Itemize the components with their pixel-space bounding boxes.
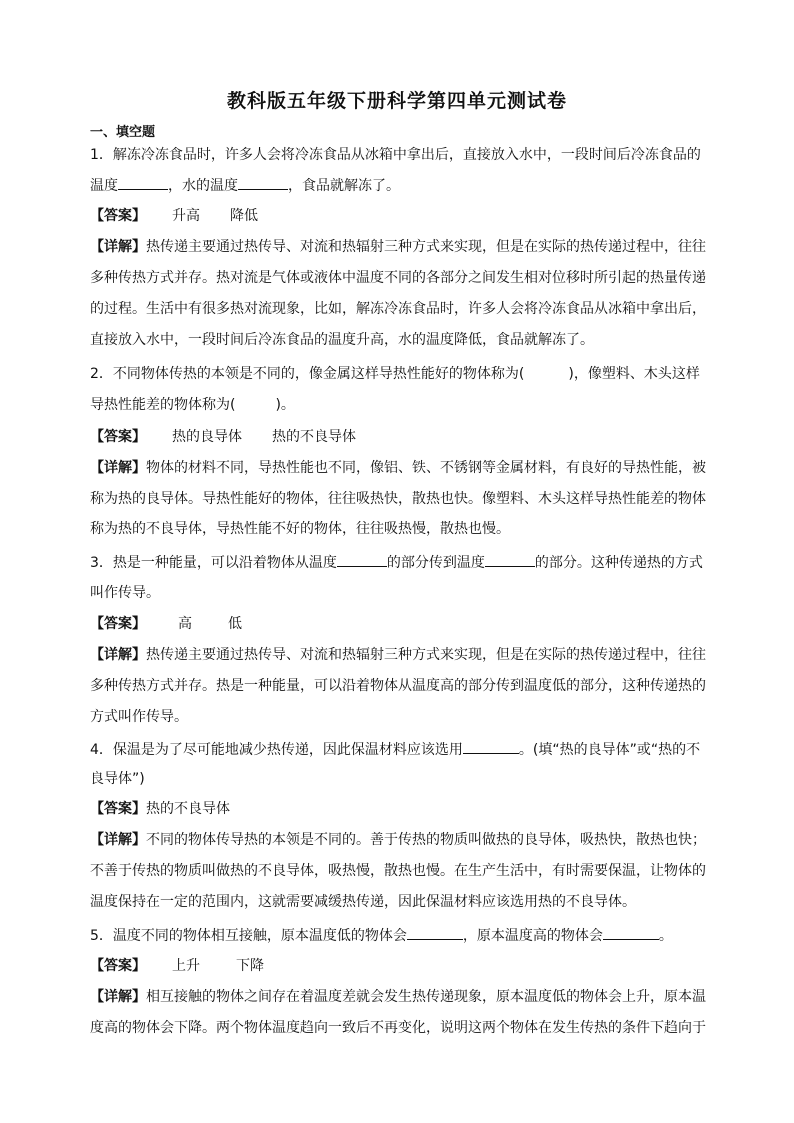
question-1-detail-line: 【详解】热传递主要通过热传导、对流和热辐射三种方式来实现，但是在实际的热传递过程中，往往: [90, 239, 706, 255]
question-4-line-1: 4．保温是为了尽可能地减少热传递，因此保温材料应该选用 。(填“热的良导体”或“热的不: [90, 739, 710, 760]
question-5-answer: [90, 956, 710, 976]
question-4-detail-line: 温度保持在一定的范围内，这就需要减缓热传递，因此保温材料应该选用热的不良导体。: [90, 894, 636, 910]
question-2-detail-line: 称为热的不良导体，导热性能不好的物体，往往吸热慢，散热也慢。: [90, 521, 510, 537]
answer-value: 高: [178, 616, 192, 632]
detail-tag: 【详解】: [90, 460, 146, 476]
question-3-answer: [90, 614, 710, 634]
answer-blank: [238, 175, 288, 190]
question-4-answer: [90, 799, 710, 819]
answer-value: 降低: [230, 208, 258, 224]
detail-tag: 【详解】: [90, 989, 146, 1005]
answer-blank: [407, 925, 463, 940]
answer-value: 下降: [236, 958, 264, 974]
question-5-detail-line: 【详解】相互接触的物体之间存在着温度差就会发生热传递现象，原本温度低的物体会上升，原本温: [90, 989, 706, 1005]
question-3-detail-line: 多种传热方式并存。热是一种能量，可以沿着物体从温度高的部分传到温度低的部分，这种传递热的: [90, 678, 706, 694]
answer-tag: 【答案】: [90, 429, 146, 445]
question-1-line-1: 1．解冻冷冻食品时，许多人会将冷冻食品从冰箱中拿出后，直接放入水中，一段时间后冷冻食品的: [90, 147, 701, 163]
answer-blank: [337, 552, 387, 567]
answer-tag: 【答案】: [90, 958, 146, 974]
question-3-detail-line: 方式叫作传导。: [90, 709, 188, 725]
answer-tag: 【答案】: [90, 801, 146, 817]
answer-blank: [603, 925, 659, 940]
detail-tag: 【详解】: [90, 832, 146, 848]
section-heading: 一、填空题: [90, 125, 156, 140]
question-5-line-1: 5．温度不同的物体相互接触，原本温度低的物体会 ，原本温度高的物体会 。: [90, 925, 710, 946]
question-3-detail-line: 【详解】热传递主要通过热传导、对流和热辐射三种方式来实现，但是在实际的热传递过程中，往往: [90, 647, 706, 663]
question-2-line-1: 2．不同物体传热的本领是不同的，像金属这样导热性能好的物体称为( )，像塑料、木头这样: [90, 366, 700, 382]
question-5-detail-line: 度高的物体会下降。两个物体温度趋向一致后不再变化，说明这两个物体在发生传热的条件下趋向于: [90, 1020, 706, 1036]
answer-tag: 【答案】: [90, 616, 146, 632]
detail-tag: 【详解】: [90, 239, 146, 255]
question-2-detail-line: 【详解】物体的材料不同，导热性能也不同，像铝、铁、不锈钢等金属材料，有良好的导热性能，被: [90, 460, 706, 476]
answer-blank: [485, 552, 535, 567]
answer-blank: [463, 739, 519, 754]
question-2-answer: [90, 427, 710, 447]
answer-value: 升高: [172, 208, 200, 224]
answer-value: 低: [228, 616, 242, 632]
question-3-line-1: 3．热是一种能量，可以沿着物体从温度 的部分传到温度 的部分。这种传递热的方式: [90, 552, 710, 573]
question-4-detail-line: 不善于传热的物质叫做热的不良导体，吸热慢，散热也慢。在生产生活中，有时需要保温，让物体的: [90, 863, 706, 879]
answer-value: 上升: [172, 958, 200, 974]
question-2-line-2: 导热性能差的物体称为( )。: [90, 397, 295, 413]
question-1-detail-line: 多种传热方式并存。热对流是气体或液体中温度不同的各部分之间发生相对位移时所引起的热量传递: [90, 270, 706, 286]
detail-tag: 【详解】: [90, 647, 146, 663]
question-1-line-2: 温度 ，水的温度 ，食品就解冻了。: [90, 175, 710, 196]
question-4-line-2: 良导体”): [90, 771, 145, 787]
question-3-line-2: 叫作传导。: [90, 585, 160, 601]
question-1-answer: [90, 206, 710, 226]
question-1-detail-line: 直接放入水中，一段时间后冷冻食品的温度升高，水的温度降低，食品就解冻了。: [90, 332, 594, 348]
question-2-detail-line: 称为热的良导体。导热性能好的物体，往往吸热快，散热也快。像塑料、木头这样导热性能差的物体: [90, 491, 706, 507]
page-title: 教科版五年级下册科学第四单元测试卷: [226, 90, 567, 112]
answer-tag: 【答案】: [90, 208, 146, 224]
answer-value: 热的不良导体: [146, 801, 230, 817]
answer-blank: [118, 175, 168, 190]
question-1-detail-line: 的过程。生活中有很多热对流现象，比如，解冻冷冻食品时，许多人会将冷冻食品从冰箱中拿出后，: [90, 301, 706, 317]
answer-value: 热的良导体: [172, 429, 242, 445]
answer-value: 热的不良导体: [272, 429, 356, 445]
question-4-detail-line: 【详解】不同的物体传导热的本领是不同的。善于传热的物质叫做热的良导体，吸热快，散热也快；: [90, 832, 706, 848]
